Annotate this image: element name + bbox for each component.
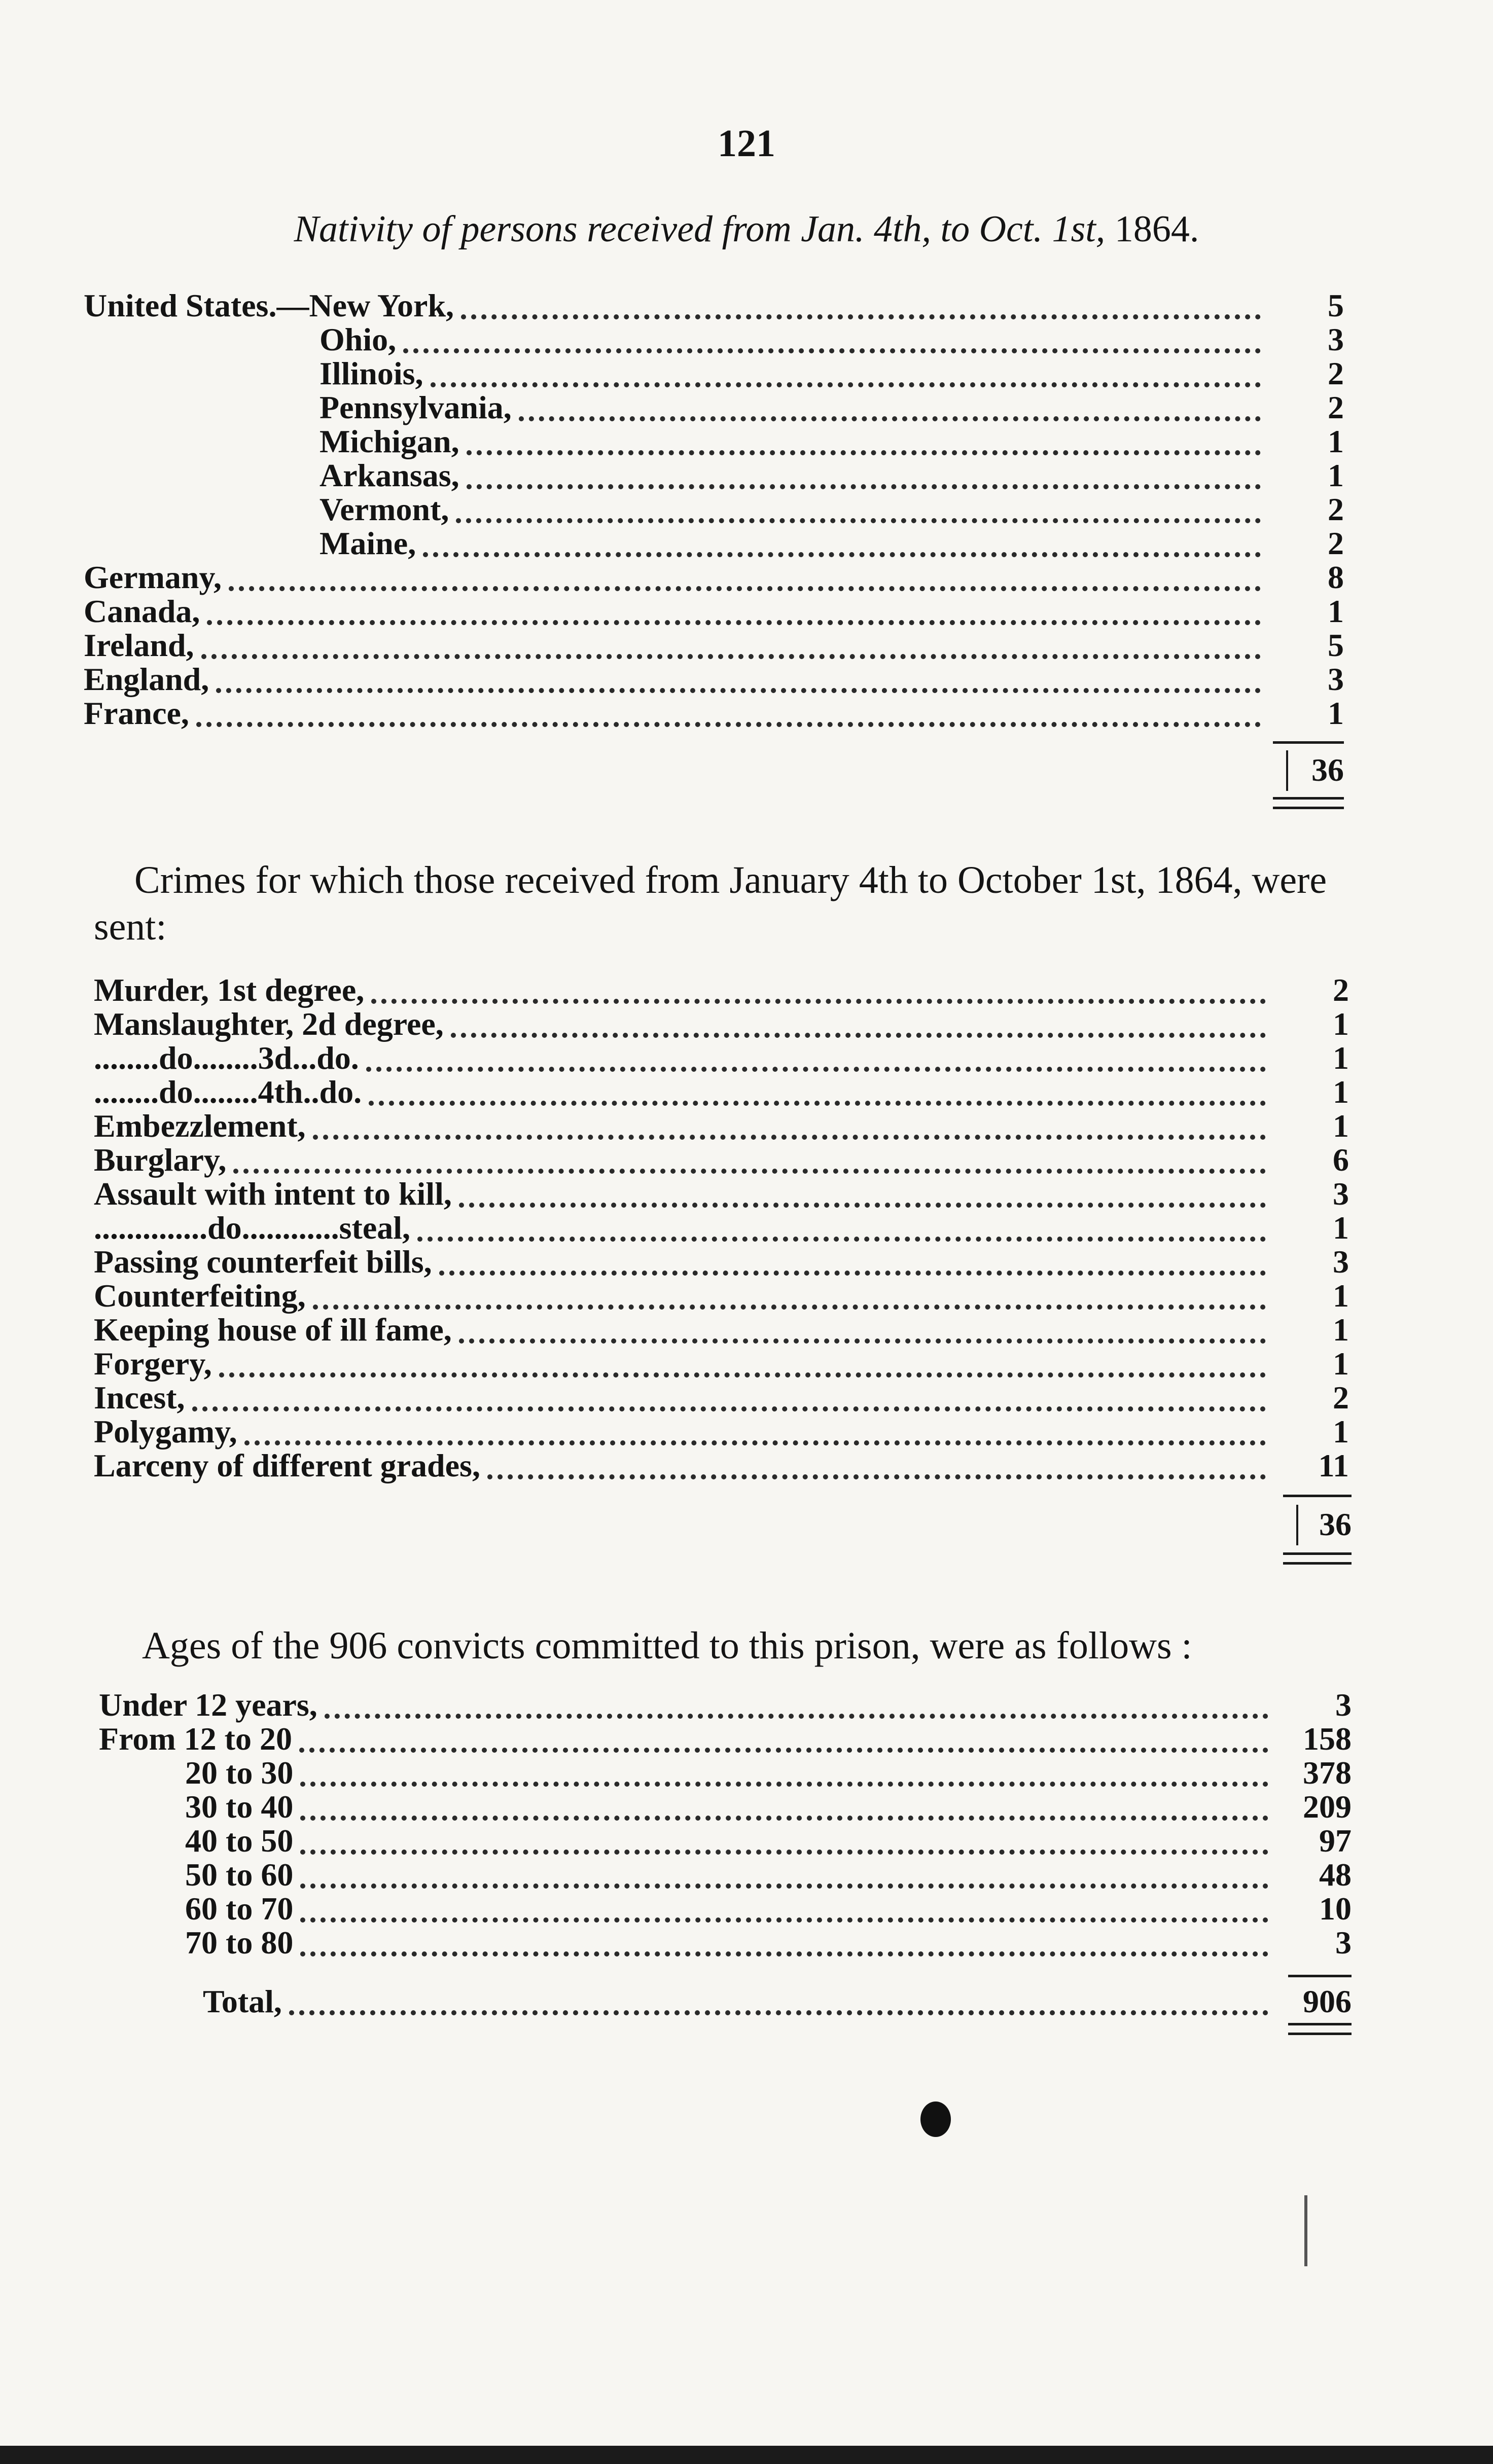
leader-dots: [289, 2010, 1268, 2015]
leader-dots: [487, 1474, 1266, 1479]
row-value: 8: [1328, 559, 1344, 595]
nativity-row: [84, 289, 1344, 324]
leader-dots: [519, 416, 1261, 421]
nativity-row: [84, 629, 1344, 664]
leader-dots: [439, 1271, 1266, 1276]
page-number: 121: [718, 122, 775, 165]
row-label: Burglary,: [94, 1142, 227, 1178]
nativity-row: [319, 527, 1344, 562]
leader-dots: [192, 1406, 1266, 1411]
row-label: Pennsylvania,: [319, 389, 512, 425]
row-label: ........do........3d...do.: [94, 1040, 359, 1076]
row-label: Assault with intent to kill,: [94, 1176, 452, 1212]
row-label: 70 to 80: [185, 1925, 294, 1961]
leader-dots: [366, 1067, 1266, 1072]
crimes-row: [94, 1347, 1349, 1383]
row-label: England,: [84, 661, 209, 697]
row-label: Arkansas,: [319, 457, 459, 493]
row-label: Manslaughter, 2d degree,: [94, 1006, 444, 1042]
leader-dots: [459, 1338, 1266, 1344]
nativity-row: [84, 697, 1344, 732]
leader-dots: [300, 1850, 1268, 1855]
leader-dots: [300, 1917, 1268, 1923]
row-label: 50 to 60: [185, 1857, 294, 1893]
leader-dots: [196, 722, 1261, 727]
crimes-row: [94, 1211, 1349, 1247]
nativity-row: [319, 357, 1344, 392]
row-label: Incest,: [94, 1380, 185, 1416]
nativity-row: [319, 391, 1344, 426]
row-value: 1: [1333, 1006, 1349, 1042]
row-label: Canada,: [84, 593, 200, 629]
ages-total-row: [203, 1985, 1352, 2020]
row-value: 1: [1333, 1040, 1349, 1076]
row-value: 1: [1328, 593, 1344, 629]
double-rule: [1283, 1552, 1352, 1565]
ages-heading: Ages of the 906 convicts committed to this prison, were as follows :: [142, 1624, 1192, 1667]
crimes-row: [94, 1109, 1349, 1145]
row-label: 40 to 50: [185, 1823, 294, 1859]
ages-row: [185, 1892, 1352, 1928]
row-label: Murder, 1st degree,: [94, 972, 365, 1008]
leader-dots: [244, 1440, 1266, 1445]
row-value: 3: [1333, 1176, 1349, 1212]
row-label: Vermont,: [319, 491, 449, 527]
crimes-row: [94, 1415, 1349, 1451]
nativity-row: [84, 663, 1344, 698]
row-value: 2: [1333, 1380, 1349, 1416]
row-value: 48: [1319, 1857, 1352, 1893]
row-label: Germany,: [84, 559, 222, 595]
leader-dots: [313, 1135, 1266, 1140]
leader-dots: [219, 1372, 1266, 1378]
nativity-row: [319, 459, 1344, 494]
ages-row: [185, 1790, 1352, 1826]
row-label: Under 12 years,: [99, 1687, 317, 1723]
row-label: Counterfeiting,: [94, 1278, 306, 1314]
page-bottom-edge: [0, 2446, 1493, 2464]
row-value: 1: [1328, 423, 1344, 459]
ages-row: [185, 1756, 1352, 1792]
crimes-row: [94, 1313, 1349, 1349]
leader-dots: [216, 688, 1261, 693]
crimes-row: [94, 1075, 1349, 1111]
leader-dots: [467, 484, 1261, 489]
ages-row: [185, 1926, 1352, 1962]
row-label: France,: [84, 695, 189, 731]
row-label: Polygamy,: [94, 1414, 237, 1450]
row-value: 1: [1333, 1108, 1349, 1144]
leader-dots: [229, 586, 1261, 591]
row-label: Passing counterfeit bills,: [94, 1244, 432, 1280]
row-value: 5: [1328, 627, 1344, 663]
leader-dots: [201, 654, 1261, 659]
row-value: 378: [1303, 1755, 1352, 1791]
ages-row: [185, 1824, 1352, 1860]
double-rule: [1273, 797, 1344, 809]
nativity-row: [319, 425, 1344, 460]
row-label: ..............do............steal,: [94, 1210, 410, 1246]
crimes-row: [94, 1041, 1349, 1077]
row-label: Embezzlement,: [94, 1108, 306, 1144]
leader-dots: [207, 620, 1261, 625]
row-label: Ohio,: [319, 321, 397, 357]
row-value: 3: [1333, 1244, 1349, 1280]
row-label: ........do........4th..do.: [94, 1074, 362, 1110]
ages-row: [99, 1688, 1352, 1724]
crimes-row: [94, 1381, 1349, 1417]
crimes-row: [94, 1177, 1349, 1213]
leader-dots: [459, 1203, 1266, 1208]
crimes-row: [94, 973, 1349, 1009]
ages-row: [185, 1858, 1352, 1894]
nativity-row: [84, 561, 1344, 596]
nativity-heading: [0, 208, 1493, 251]
nativity-row: [319, 323, 1344, 358]
leader-dots: [423, 552, 1261, 557]
crimes-row: [94, 1245, 1349, 1281]
sum-rule: [1273, 741, 1344, 744]
leader-dots: [325, 1714, 1268, 1719]
row-value: 1: [1333, 1414, 1349, 1450]
leader-dots: [313, 1305, 1266, 1310]
crimes-row: [94, 1279, 1349, 1315]
row-value: 97: [1319, 1823, 1352, 1859]
row-label: From 12 to 20: [99, 1721, 292, 1757]
leader-dots: [300, 1782, 1268, 1787]
nativity-row: [84, 595, 1344, 630]
sum-rule: [1283, 1495, 1352, 1497]
leader-dots: [300, 1883, 1268, 1889]
nativity-heading-year: 1864.: [1114, 208, 1199, 250]
row-value: 3: [1328, 661, 1344, 697]
row-value: 158: [1303, 1721, 1352, 1757]
row-label: Maine,: [319, 525, 416, 561]
leader-dots: [233, 1169, 1266, 1174]
row-value: 1: [1328, 695, 1344, 731]
leader-dots: [300, 1816, 1268, 1821]
leader-dots: [369, 1101, 1266, 1106]
row-value: 2: [1328, 355, 1344, 391]
row-value: 2: [1328, 491, 1344, 527]
row-value: 1: [1333, 1074, 1349, 1110]
row-label: United States.—New York,: [84, 287, 454, 323]
double-rule: [1288, 2023, 1352, 2035]
sum-rule: [1288, 1975, 1352, 1977]
row-label: Forgery,: [94, 1346, 212, 1382]
leader-dots: [461, 314, 1261, 319]
row-value: 11: [1318, 1447, 1349, 1483]
leader-dots: [300, 1951, 1268, 1956]
nativity-heading-italic: Nativity of persons received from Jan. 4th, to Oct. 1st,: [294, 208, 1106, 250]
leader-dots: [456, 518, 1261, 523]
leader-dots: [403, 348, 1261, 353]
crimes-heading: Crimes for which those received from January 4th to October 1st, 1864, were sent:: [94, 859, 1327, 948]
row-value: 1: [1333, 1278, 1349, 1314]
row-value: 6: [1333, 1142, 1349, 1178]
crimes-total: 36: [1319, 1506, 1352, 1542]
row-label: 60 to 70: [185, 1891, 294, 1927]
row-value: 2: [1333, 972, 1349, 1008]
leader-dots: [417, 1237, 1266, 1242]
row-label: Keeping house of ill fame,: [94, 1312, 452, 1348]
crimes-row: [94, 1143, 1349, 1179]
total-label: Total,: [203, 1983, 282, 2019]
row-label: 20 to 30: [185, 1755, 294, 1791]
row-value: 2: [1328, 525, 1344, 561]
row-label: Larceny of different grades,: [94, 1447, 480, 1483]
row-value: 3: [1328, 321, 1344, 357]
row-value: 5: [1328, 287, 1344, 323]
row-value: 209: [1303, 1789, 1352, 1825]
scan-mark: [1304, 2195, 1307, 2266]
row-value: 1: [1333, 1210, 1349, 1246]
row-value: 2: [1328, 389, 1344, 425]
row-value: 1: [1328, 457, 1344, 493]
ink-blot: [920, 2101, 951, 2137]
leader-dots: [451, 1033, 1266, 1038]
ages-row: [99, 1722, 1352, 1758]
row-label: Michigan,: [319, 423, 459, 459]
row-value: 3: [1335, 1925, 1352, 1961]
nativity-total: 36: [1311, 752, 1344, 788]
leader-dots: [467, 450, 1261, 455]
row-label: Illinois,: [319, 355, 423, 391]
row-value: 1: [1333, 1312, 1349, 1348]
crimes-row: [94, 1007, 1349, 1043]
leader-dots: [371, 999, 1266, 1004]
row-label: 30 to 40: [185, 1789, 294, 1825]
crimes-row: [94, 1449, 1349, 1484]
ages-total: 906: [1303, 1983, 1352, 2019]
row-value: 3: [1335, 1687, 1352, 1723]
row-label: Ireland,: [84, 627, 194, 663]
row-value: 1: [1333, 1346, 1349, 1382]
row-value: 10: [1319, 1891, 1352, 1927]
leader-dots: [299, 1748, 1268, 1753]
nativity-row: [319, 493, 1344, 528]
leader-dots: [431, 382, 1261, 387]
